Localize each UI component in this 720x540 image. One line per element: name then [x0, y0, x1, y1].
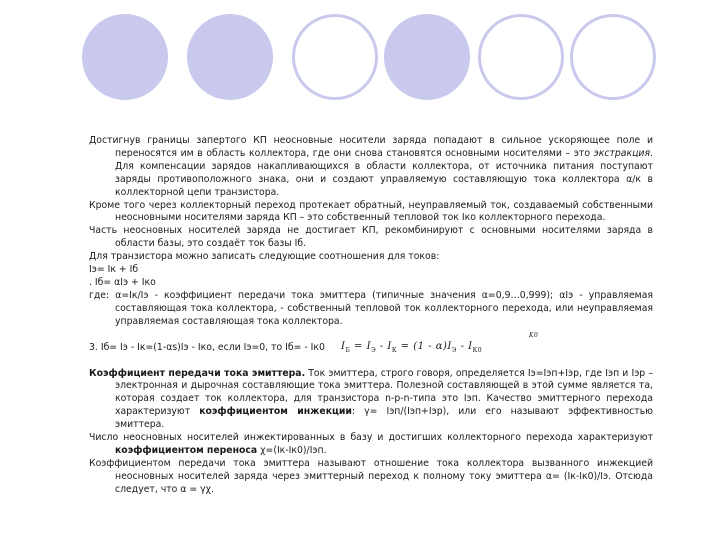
- paragraph-alpha-gamma-chi: Коэффициентом передачи тока эмиттера называют отношение тока коллектора вызванного инжекцией неосновных носителей заряда через эмиттерный переход к полному току эмиттера α= (Iк-Iк0)/Iэ. Отсюда следует, что α = γχ.: [89, 457, 653, 495]
- equation-base: [89, 331, 653, 355]
- formula-part: = I: [350, 340, 372, 352]
- equation-base-text: 3. Iб= Iэ - Iк=(1-αs)Iэ - Iко, если Iэ=0, то Iб= - Iк0: [89, 341, 325, 353]
- paragraph-base-current: Часть неосновных носителей заряда не достигает КП, рекомбинируют с основными носителями заряда в области базы, это создаёт ток базы Iб.: [89, 225, 653, 250]
- term-extraction: экстракция: [593, 147, 651, 159]
- paragraph-extraction: [89, 135, 653, 200]
- formula-image: K0 $I_Б = I_Э - I_К = (1 - \alpha)I_Э - I_{К0}$: [341, 331, 539, 354]
- circle-5: [478, 14, 564, 100]
- circle-3: [292, 14, 378, 100]
- text-span: . Для компенсации зарядов накапливающихся в области коллектора, от источника питания поступают заряды противоположного знака, они и создают управляемую составляющую тока коллектора α/к в коллекторной цепи транзистора.: [115, 147, 653, 198]
- paragraph-alpha-definition: где: α=Iк/Iэ - коэффициент передачи тока эмиттера (типичные значения α=0,9…0,999); αIэ - управляемая составляющая тока коллектора, - собственный тепловой ток коллекторного перехода, или неуправляемая управляемая составляющая тока коллектора.: [89, 289, 653, 327]
- heading-emitter-coefficient: Коэффициент передачи тока эмиттера.: [89, 367, 306, 379]
- slide-text: [89, 135, 653, 497]
- formula-sub: К: [391, 346, 397, 354]
- circle-4: [384, 14, 470, 100]
- formula-sub: К0: [472, 346, 483, 354]
- text-span: Число неосновных носителей инжектированных в базу и достигших коллекторного перехода характеризуют: [89, 432, 653, 444]
- paragraph-transfer-coefficient: [89, 432, 653, 458]
- circle-1: [82, 14, 168, 100]
- text-span: χ=(Iк-Iк0)/Iэп.: [257, 444, 327, 456]
- paragraph-relations-intro: Для транзистора можно записать следующие соотношения для токов:: [89, 251, 440, 263]
- formula-part: - I: [456, 340, 473, 352]
- formula-sub: Б: [345, 346, 351, 354]
- formula-part: = (1 - α)I: [397, 340, 452, 352]
- formula-sub: Э: [371, 346, 377, 354]
- equation-collector: . Iб= αIэ + Iко: [89, 276, 156, 288]
- formula-part: - I: [376, 340, 392, 352]
- equation-emitter: Iэ= Iк + Iб: [89, 264, 139, 276]
- formula-part: I: [341, 340, 346, 352]
- decorative-circles: [0, 0, 720, 110]
- text-span: Достигнув границы запертого КП неосновные носители заряда попадают в сильное ускоряющее поле и переносятся им в область коллектора, где они снова становятся основными носителями – это: [89, 135, 653, 159]
- term-injection-coefficient: коэффициентом инжекции: [199, 406, 352, 418]
- paragraph-thermal-current: Кроме того через коллекторный переход протекает обратный, неуправляемый ток, создаваемый собственными неосновными носителями заряда КП – это собственный тепловой ток Iко коллекторного перехода.: [89, 199, 653, 224]
- text-span: : γ= Iэп/(Iэп+Iэр), или его называют эффективностью эмиттера.: [115, 406, 654, 431]
- formula-sub: Э: [451, 346, 457, 354]
- circle-6: [570, 14, 656, 100]
- circle-2: [187, 14, 273, 100]
- text-span: Ток эмиттера, строго говоря, определяется Iэ=Iэп+Iэр, где Iэп и Iэр – электронная и дырочная составляющие тока эмиттера. Полезной составляющей в этой сумме является та, которая создает ток коллектора, для транзистора n-p-n-типа это Iэп. Качество эмиттерного перехода характеризуют: [115, 367, 653, 418]
- term-transfer-coefficient: коэффициентом переноса: [115, 444, 258, 456]
- paragraph-emitter-coefficient: [89, 368, 653, 433]
